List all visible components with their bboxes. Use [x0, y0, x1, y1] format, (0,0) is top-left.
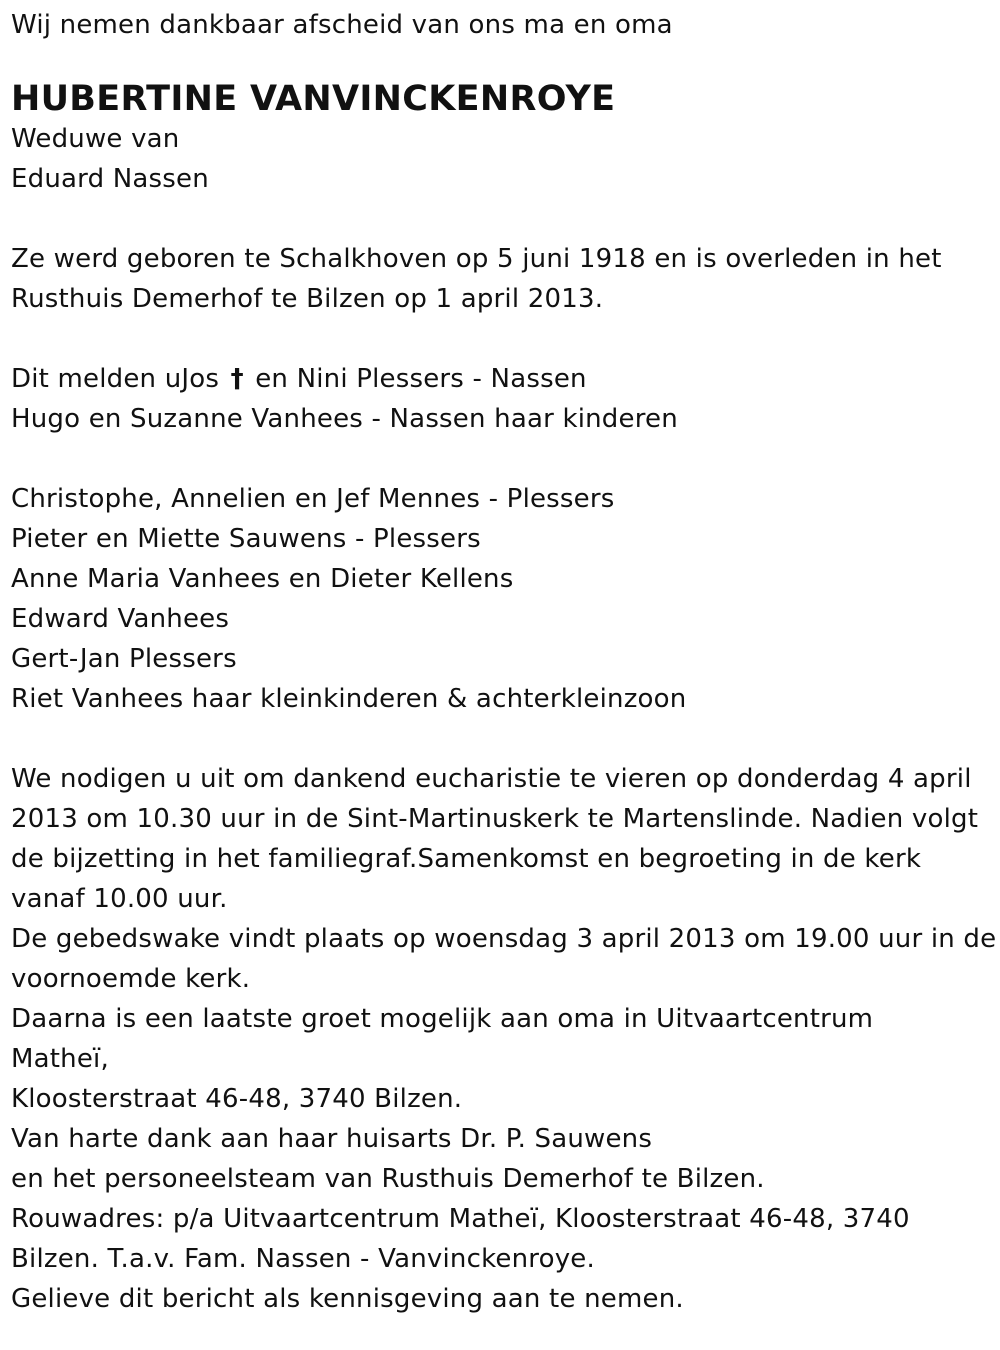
- spacer: [11, 319, 996, 359]
- grandchildren-line: Riet Vanhees haar kleinkinderen & achterkleinzoon: [11, 684, 687, 714]
- spouse-name: Eduard Nassen: [11, 164, 209, 194]
- service-line: voornoemde kerk.: [11, 964, 251, 994]
- announcers-text: en Nini Plessers - Nassen: [255, 364, 587, 394]
- service-line: Gelieve dit bericht als kennisgeving aan te nemen.: [11, 1284, 684, 1314]
- announcers-line: Hugo en Suzanne Vanhees - Nassen haar kinderen: [11, 404, 678, 434]
- service-line: We nodigen u uit om dankend eucharistie te vieren op donderdag 4 april: [11, 764, 972, 794]
- grandchildren-line: Edward Vanhees: [11, 604, 230, 634]
- service-line: 2013 om 10.30 uur in de Sint-Martinuskerk te Martenslinde. Nadien volgt: [11, 804, 979, 834]
- service-line: en het personeelsteam van Rusthuis Demerhof te Bilzen.: [11, 1164, 765, 1194]
- grandchildren-line: Anne Maria Vanhees en Dieter Kellens: [11, 564, 514, 594]
- spacer: [11, 199, 996, 239]
- grandchildren-line: Christophe, Annelien en Jef Mennes - Plessers: [11, 484, 615, 514]
- service-line: Rouwadres: p/a Uitvaartcentrum Matheï, Kloosterstraat 46-48, 3740: [11, 1204, 910, 1234]
- service-line: vanaf 10.00 uur.: [11, 884, 228, 914]
- service-line: Daarna is een laatste groet mogelijk aan oma in Uitvaartcentrum: [11, 1004, 874, 1034]
- service-line: Bilzen. T.a.v. Fam. Nassen - Vanvinckenroye.: [11, 1244, 595, 1274]
- cross-icon: †: [230, 364, 244, 394]
- announcers-line: [11, 359, 996, 399]
- grandchildren-line: Pieter en Miette Sauwens - Plessers: [11, 524, 481, 554]
- widow-label: Weduwe van: [11, 124, 180, 154]
- spacer: [11, 439, 996, 479]
- service-line: Kloosterstraat 46-48, 3740 Bilzen.: [11, 1084, 463, 1114]
- birth-death-line: Rusthuis Demerhof te Bilzen op 1 april 2013.: [11, 284, 604, 314]
- spacer: [11, 719, 996, 759]
- service-line: De gebedswake vindt plaats op woensdag 3 april 2013 om 19.00 uur in de: [11, 924, 997, 954]
- service-line: Van harte dank aan haar huisarts Dr. P. Sauwens: [11, 1124, 653, 1154]
- grandchildren-line: Gert-Jan Plessers: [11, 644, 237, 674]
- service-line: de bijzetting in het familiegraf.Samenkomst en begroeting in de kerk: [11, 844, 922, 874]
- deceased-name: HUBERTINE VANVINCKENROYE: [11, 79, 616, 119]
- obituary-notice: [11, 5, 996, 1319]
- announcers-text: Dit melden uJos: [11, 364, 220, 394]
- birth-death-line: Ze werd geboren te Schalkhoven op 5 juni 1918 en is overleden in het: [11, 244, 942, 274]
- service-line: Matheï,: [11, 1044, 109, 1074]
- intro-text: Wij nemen dankbaar afscheid van ons ma en oma: [11, 10, 673, 40]
